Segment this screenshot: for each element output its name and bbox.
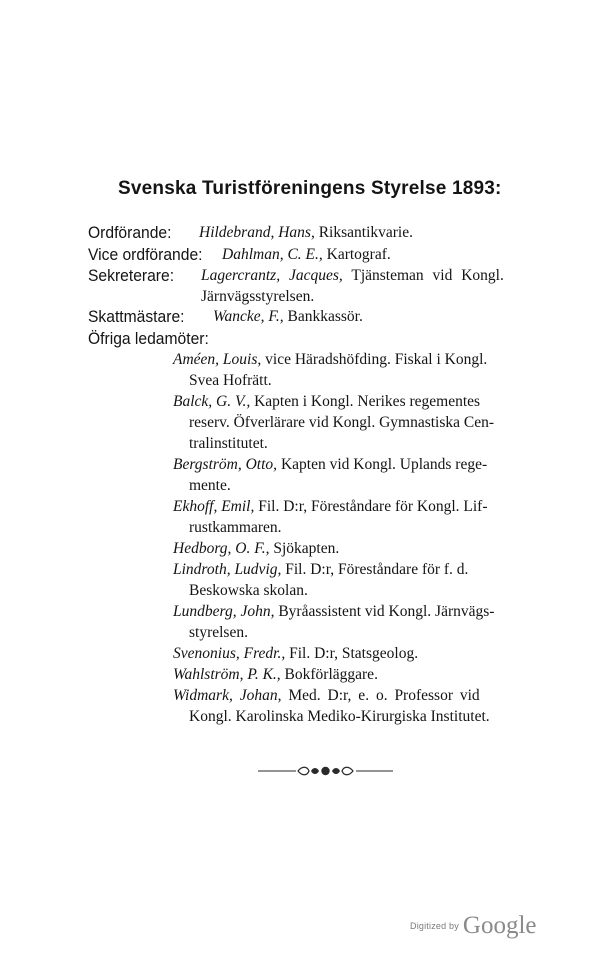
member-entry xyxy=(173,644,418,664)
treasurer-role: Bankkassör. xyxy=(283,308,363,325)
member-entry xyxy=(173,497,488,517)
member-name: Widmark, Johan, xyxy=(173,687,282,704)
member-description-continued: rustkammaren. xyxy=(189,519,282,536)
member-description: Fil. D:r, Föreståndare för f. d. xyxy=(281,561,469,578)
vice-chairman-label: Vice ordförande: xyxy=(88,245,203,264)
member-name: Lundberg, John, xyxy=(173,603,275,620)
chairman-role: Riksantikvarie. xyxy=(314,224,413,241)
treasurer-entry xyxy=(213,307,363,327)
member-description-continued: Svea Hofrätt. xyxy=(189,372,272,389)
member-entry xyxy=(173,392,480,412)
chairman-entry xyxy=(199,223,413,243)
member-entry xyxy=(173,686,480,706)
secretary-entry xyxy=(201,266,504,286)
member-description: Fil. D:r, Statsgeolog. xyxy=(285,645,419,662)
watermark-prefix: Digitized by xyxy=(410,921,459,931)
member-entry xyxy=(173,350,487,370)
secretary-label: Sekreterare: xyxy=(88,266,175,285)
member-entry xyxy=(173,665,378,685)
member-entry xyxy=(173,560,468,580)
member-description: Bokförläggare. xyxy=(280,666,378,683)
vice-chairman-role: Kartograf. xyxy=(322,246,391,263)
secretary-role-continued: Järnvägsstyrelsen. xyxy=(201,288,315,305)
member-name: Balck, G. V., xyxy=(173,393,251,410)
member-name: Ekhoff, Emil, xyxy=(173,498,255,515)
member-description: Kapten i Kongl. Nerikes regementes xyxy=(250,393,481,410)
member-name: Wahlström, P. K., xyxy=(173,666,281,683)
member-description-continued: mente. xyxy=(189,477,231,494)
member-name: Bergström, Otto, xyxy=(173,456,278,473)
member-entry xyxy=(173,455,487,475)
member-description: Sjökapten. xyxy=(269,540,340,557)
ornament-divider-icon xyxy=(258,763,393,779)
member-description-continued: Kongl. Karolinska Mediko-Kirurgiska Institutet. xyxy=(189,708,490,725)
member-name: Hedborg, O. F., xyxy=(173,540,270,557)
google-logo: Google xyxy=(462,912,537,939)
member-name: Svenonius, Fredr., xyxy=(173,645,286,662)
member-description: Fil. D:r, Föreståndare för Kongl. Lif- xyxy=(254,498,488,515)
member-description-continued: styrelsen. xyxy=(189,624,248,641)
member-entry xyxy=(173,602,494,622)
google-watermark xyxy=(410,912,537,940)
member-description: Med. D:r, e. o. Professor vid xyxy=(281,687,480,704)
member-description: vice Häradshöfding. Fiskal i Kongl. xyxy=(261,351,488,368)
secretary-role: Tjänsteman vid Kongl. xyxy=(342,267,504,284)
vice-chairman-name: Dahlman, C. E., xyxy=(222,246,323,263)
member-description-continued: reserv. Öfverlärare vid Kongl. Gymnastiska Cen- xyxy=(189,414,495,431)
treasurer-name: Wancke, F., xyxy=(213,308,284,325)
treasurer-label: Skattmästare: xyxy=(88,307,185,326)
member-description-continued: Beskowska skolan. xyxy=(189,582,308,599)
secretary-name: Lagercrantz, Jacques, xyxy=(201,267,343,284)
member-description: Kapten vid Kongl. Uplands rege- xyxy=(277,456,488,473)
other-members-label: Öfriga ledamöter: xyxy=(88,329,209,348)
chairman-label: Ordförande: xyxy=(88,223,172,242)
member-name: Améen, Louis, xyxy=(173,351,262,368)
chairman-name: Hildebrand, Hans, xyxy=(199,224,315,241)
member-entry xyxy=(173,539,339,559)
member-name: Lindroth, Ludvig, xyxy=(173,561,282,578)
vice-chairman-entry xyxy=(222,245,391,265)
page-title: Svenska Turistföreningens Styrelse 1893: xyxy=(118,178,502,199)
member-description-continued: tralinstitutet. xyxy=(189,435,268,452)
member-description: Byråassistent vid Kongl. Järnvägs- xyxy=(274,603,495,620)
